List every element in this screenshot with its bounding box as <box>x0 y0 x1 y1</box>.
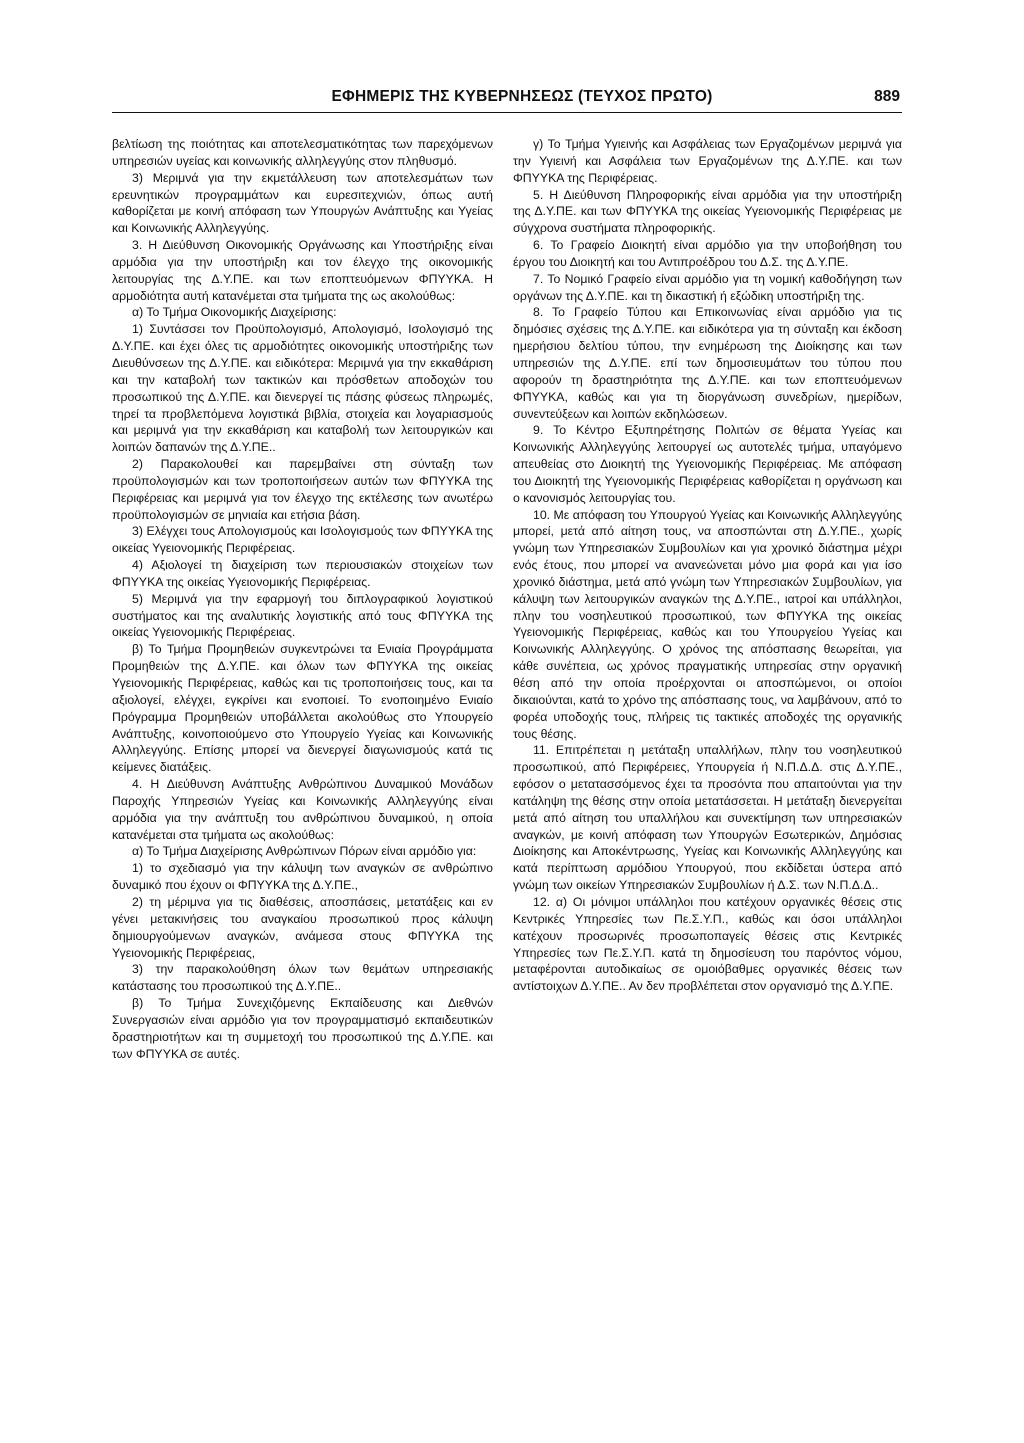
left-column <box>112 136 493 1062</box>
paragraph: α) Το Τμήμα Οικονομικής Διαχείρισης: <box>132 305 337 320</box>
paragraph: β) Το Τμήμα Συνεχιζόμενης Εκπαίδευσης και Διεθνών Συνεργασιών είναι αρμόδιο για τον προγραμματισμό εκπαιδευτικών δραστηριοτήτων και τη συμμετοχή του προσωπικού της Δ.Υ.ΠΕ. και των ΦΠΥΥΚΑ σε αυτές. <box>112 996 493 1061</box>
right-column <box>513 136 902 995</box>
paragraph: 4. Η Διεύθυνση Ανάπτυξης Ανθρώπινου Δυναμικού Μονάδων Παροχής Υπηρεσιών Υγείας και Κοινωνικής Αλληλεγγύης είναι αρμόδια για την ανάπτυξη του ανθρώπινου δυναμικού, η οποία κατανέμεται στα τμήματα ως ακολούθως: <box>112 777 493 842</box>
paragraph: 1) το σχεδιασμό για την κάλυψη των αναγκών σε ανθρώπινο δυναμικό που έχουν οι ΦΠΥΥΚΑ της Δ.Υ.ΠΕ., <box>112 861 493 893</box>
paragraph: βελτίωση της ποιότητας και αποτελεσματικότητας των παρεχόμενων υπηρεσιών υγείας και κοινωνικής αλληλεγγύης στον πληθυσμό. <box>112 137 493 168</box>
page-header <box>112 88 902 114</box>
paragraph: γ) Το Τμήμα Υγιεινής και Ασφάλειας των Εργαζομένων μεριμνά για την Υγιεινή και Ασφάλεια των Εργαζομένων της Δ.Υ.ΠΕ. και των ΦΠΥΥΚΑ της Περιφέρειας. <box>513 137 902 185</box>
page-number: 889 <box>874 88 900 105</box>
paragraph: 2) Παρακολουθεί και παρεμβαίνει στη σύνταξη των προϋπολογισμών και των τροποποιήσεων αυτών των ΦΠΥΥΚΑ της Περιφέρειας και μεριμνά για τον έλεγχο της εκτέλεσης των ανωτέρω προϋπολογισμών σε μηνιαία και ετήσια βάση. <box>112 457 493 522</box>
paragraph: 9. Το Κέντρο Εξυπηρέτησης Πολιτών σε θέματα Υγείας και Κοινωνικής Αλληλεγγύης λειτουργεί ως αυτοτελές τμήμα, υπαγόμενο απευθείας στο Διοικητή της Υγειονομικής Περιφέρειας. Με απόφαση του Διοικητή της Υγειονομικής Περιφέρειας καθορίζεται η οργάνωση και ο κανονισμός λειτουργίας του. <box>513 423 902 505</box>
paragraph: β) Το Τμήμα Προμηθειών συγκεντρώνει τα Ενιαία Προγράμματα Προμηθειών της Δ.Υ.ΠΕ. και όλων των ΦΠΥΥΚΑ της οικείας Υγειονομικής Περιφέρειας, καθώς και τις τροποποιήσεις τους, και τα αξιολογεί, ελέγχει, εγκρίνει και ενοποιεί. Το ενοποιημένο Ενιαίο Πρόγραμμα Προμηθειών υποβάλλεται ακολούθως στο Υπουργείο Ανάπτυξης, κοινοποιούμενο στο Υπουργείο Υγείας και Κοινωνικής Αλληλεγγύης. Επίσης μπορεί να διενεργεί διαγωνισμούς κατά τις κείμενες διατάξεις. <box>112 642 493 775</box>
paragraph: 5) Μεριμνά για την εφαρμογή του διπλογραφικού λογιστικού συστήματος και της αναλυτικής λογιστικής από τους ΦΠΥΥΚΑ της οικείας Υγειονομικής Περιφέρειας. <box>112 591 493 640</box>
paragraph: 12. α) Οι μόνιμοι υπάλληλοι που κατέχουν οργανικές θέσεις στις Κεντρικές Υπηρεσίες των Πε.Σ.Υ.Π., καθώς και όσοι υπάλληλοι κατέχουν προσωρινές προσωποπαγείς θέσεις στις Κεντρικές Υπηρεσίες των Πε.Σ.Υ.Π. κατά τη δημοσίευση του παρόντος νόμου, μεταφέρονται αυτοδικαίως σε ομοιόβαθμες οργανικές θέσεις των αντίστοιχων Δ.Υ.ΠΕ.. Αν δεν προβλέπεται στον οργανισμό της Δ.Υ.ΠΕ. <box>513 894 902 994</box>
paragraph: 10. Με απόφαση του Υπουργού Υγείας και Κοινωνικής Αλληλεγγύης μπορεί, μετά από αίτηση τους, να αποσπώνται στη Δ.Υ.ΠΕ., χωρίς γνώμη των Υπηρεσιακών Συμβουλίων και για χρονικό διάστημα μέχρι ενός έτους, που μπορεί να ανανεώνεται μόνο μια φορά και για ίσο χρονικό διάστημα, μετά από γνώμη των Υπηρεσιακών Συμβουλίων, για κάλυψη των λειτουργικών αναγκών της Δ.Υ.ΠΕ., ιατροί και υπάλληλοι, πλην του νοσηλευτικού προσωπικού, των ΦΠΥΥΚΑ της οικείας Υγειονομικής Περιφέρειας, καθώς και του Υπουργείου Υγείας και Κοινωνικής Αλληλεγγύης. Ο χρόνος της απόσπασης θεωρείται, για κάθε συνέπεια, ως χρόνος πραγματικής υπηρεσίας στην οργανική θέση από την οποία προέρχονται οι αποσπώμενοι, οι οποίοι δικαιούνται, κατά το χρόνο της απόσπασης τους, να λαμβάνουν, από το φορέα υποδοχής τους, πλήρεις τις τακτικές αποδοχές της οργανικής τους θέσης. <box>513 507 902 741</box>
paragraph: 3. Η Διεύθυνση Οικονομικής Οργάνωσης και Υποστήριξης είναι αρμόδια για την υποστήριξη και τον έλεγχο της οικονομικής λειτουργίας της Δ.Υ.ΠΕ. και των εποπτευόμενων ΦΠΥΥΚΑ. Η αρμοδιότητα αυτή κατανέμεται στα τμήματα της ως ακολούθως: <box>112 238 493 303</box>
paragraph: 7. Το Νομικό Γραφείο είναι αρμόδιο για τη νομική καθοδήγηση των οργάνων της Δ.Υ.ΠΕ. και τη δικαστική ή εξώδικη υποστήριξη της. <box>513 271 902 303</box>
paragraph: 3) Ελέγχει τους Απολογισμούς και Ισολογισμούς των ΦΠΥΥΚΑ της οικείας Υγειονομικής Περιφέρειας. <box>112 524 493 556</box>
paragraph: 6. Το Γραφείο Διοικητή είναι αρμόδιο για την υποβοήθηση του έργου του Διοικητή και του Αντιπροέδρου του Δ.Σ. της Δ.Υ.ΠΕ. <box>513 238 902 269</box>
paragraph: 8. Το Γραφείο Τύπου και Επικοινωνίας είναι αρμόδιο για τις δημόσιες σχέσεις της Δ.Υ.ΠΕ. και ειδικότερα για τη σύνταξη και έκδοση ημερήσιου δελτίου τύπου, την ενημέρωση της Διοίκησης και των υπηρεσιών της Δ.Υ.ΠΕ. επί των δημοσιευμάτων του τύπου που αφορούν τη δραστηριότητα της Δ.Υ.ΠΕ. και των εποπτευόμενων ΦΠΥΥΚΑ, καθώς και για τη διοργάνωση συνεδρίων, ημερίδων, συνεντεύξεων και λοιπών εκδηλώσεων. <box>513 305 902 421</box>
paragraph: 3) την παρακολούθηση όλων των θεμάτων υπηρεσιακής κατάστασης του προσωπικού της Δ.Υ.ΠΕ.. <box>112 962 493 994</box>
paragraph: 4) Αξιολογεί τη διαχείριση των περιουσιακών στοιχείων των ΦΠΥΥΚΑ της οικείας Υγειονομικής Περιφέρειας. <box>112 558 493 589</box>
paragraph: 3) Μεριμνά για την εκμετάλλευση των αποτελεσμάτων των ερευνητικών προγραμμάτων και ευρεσιτεχνιών, όπως αυτή καθορίζεται με κοινή απόφαση των Υπουργών Ανάπτυξης και Υγείας και Κοινωνικής Αλληλεγγύης. <box>112 170 493 236</box>
paragraph: 1) Συντάσσει τον Προϋπολογισμό, Απολογισμό, Ισολογισμό της Δ.Υ.ΠΕ. και έχει όλες τις αρμοδιότητες οικονομικής υποστήριξης των Διευθύνσεων της Δ.Υ.ΠΕ. και ειδικότερα: Μεριμνά για την εκκαθάριση και την καταβολή των τακτικών και πρόσθετων αποδοχών του προσωπικού της Δ.Υ.ΠΕ. και διενεργεί τις πάσης φύσεως πληρωμές, τηρεί τα προβλεπόμενα λογιστικά βιβλία, στοιχεία και λογαριασμούς και μεριμνά για την εκκαθάριση και καταβολή των λειτουργικών και λοιπών δαπανών της Δ.Υ.ΠΕ.. <box>112 322 493 455</box>
gazette-title: ΕΦΗΜΕΡΙΣ ΤΗΣ ΚΥΒΕΡΝΗΣΕΩΣ (ΤΕΥΧΟΣ ΠΡΩΤΟ) <box>331 88 713 105</box>
header-rule <box>112 112 902 113</box>
paragraph: 11. Επιτρέπεται η μετάταξη υπαλλήλων, πλην του νοσηλευτικού προσωπικού, από Περιφέρειες, Υπουργεία ή Ν.Π.Δ.Δ. στις Δ.Υ.ΠΕ., εφόσον ο μετατασσόμενος έχει τα προσόντα που απαιτούνται για την κατάληψη της θέσης στην οποία μετατάσσεται. Η μετάταξη διενεργείται μετά από αίτηση του υπαλλήλου και συνεκτίμηση των υπηρεσιακών αναγκών, με κοινή απόφαση των Υπουργών Εσωτερικών, Δημόσιας Διοίκησης και Αποκέντρωσης, Υγείας και Κοινωνικής Αλληλεγγύης και κατά περίπτωση αρμόδιου Υπουργού, που εκδίδεται ύστερα από γνώμη των οικείων Υπηρεσιακών Συμβουλίων ή Δ.Σ. των Ν.Π.Δ.Δ.. <box>513 743 902 893</box>
paragraph: 2) τη μέριμνα για τις διαθέσεις, αποσπάσεις, μετατάξεις και εν γένει μετακινήσεις του αναγκαίου προσωπικού προς κάλυψη δημιουργούμενων αναγκών, ανάμεσα στους ΦΠΥΥΚΑ της Υγειονομικής Περιφέρειας, <box>112 894 493 960</box>
paragraph: 5. Η Διεύθυνση Πληροφορικής είναι αρμόδια για την υποστήριξη της Δ.Υ.ΠΕ. και των ΦΠΥΥΚΑ της οικείας Υγειονομικής Περιφέρειας με σύγχρονα συστήματα πληροφορικής. <box>513 187 902 236</box>
paragraph: α) Το Τμήμα Διαχείρισης Ανθρώπινων Πόρων είναι αρμόδιο για: <box>132 844 477 859</box>
